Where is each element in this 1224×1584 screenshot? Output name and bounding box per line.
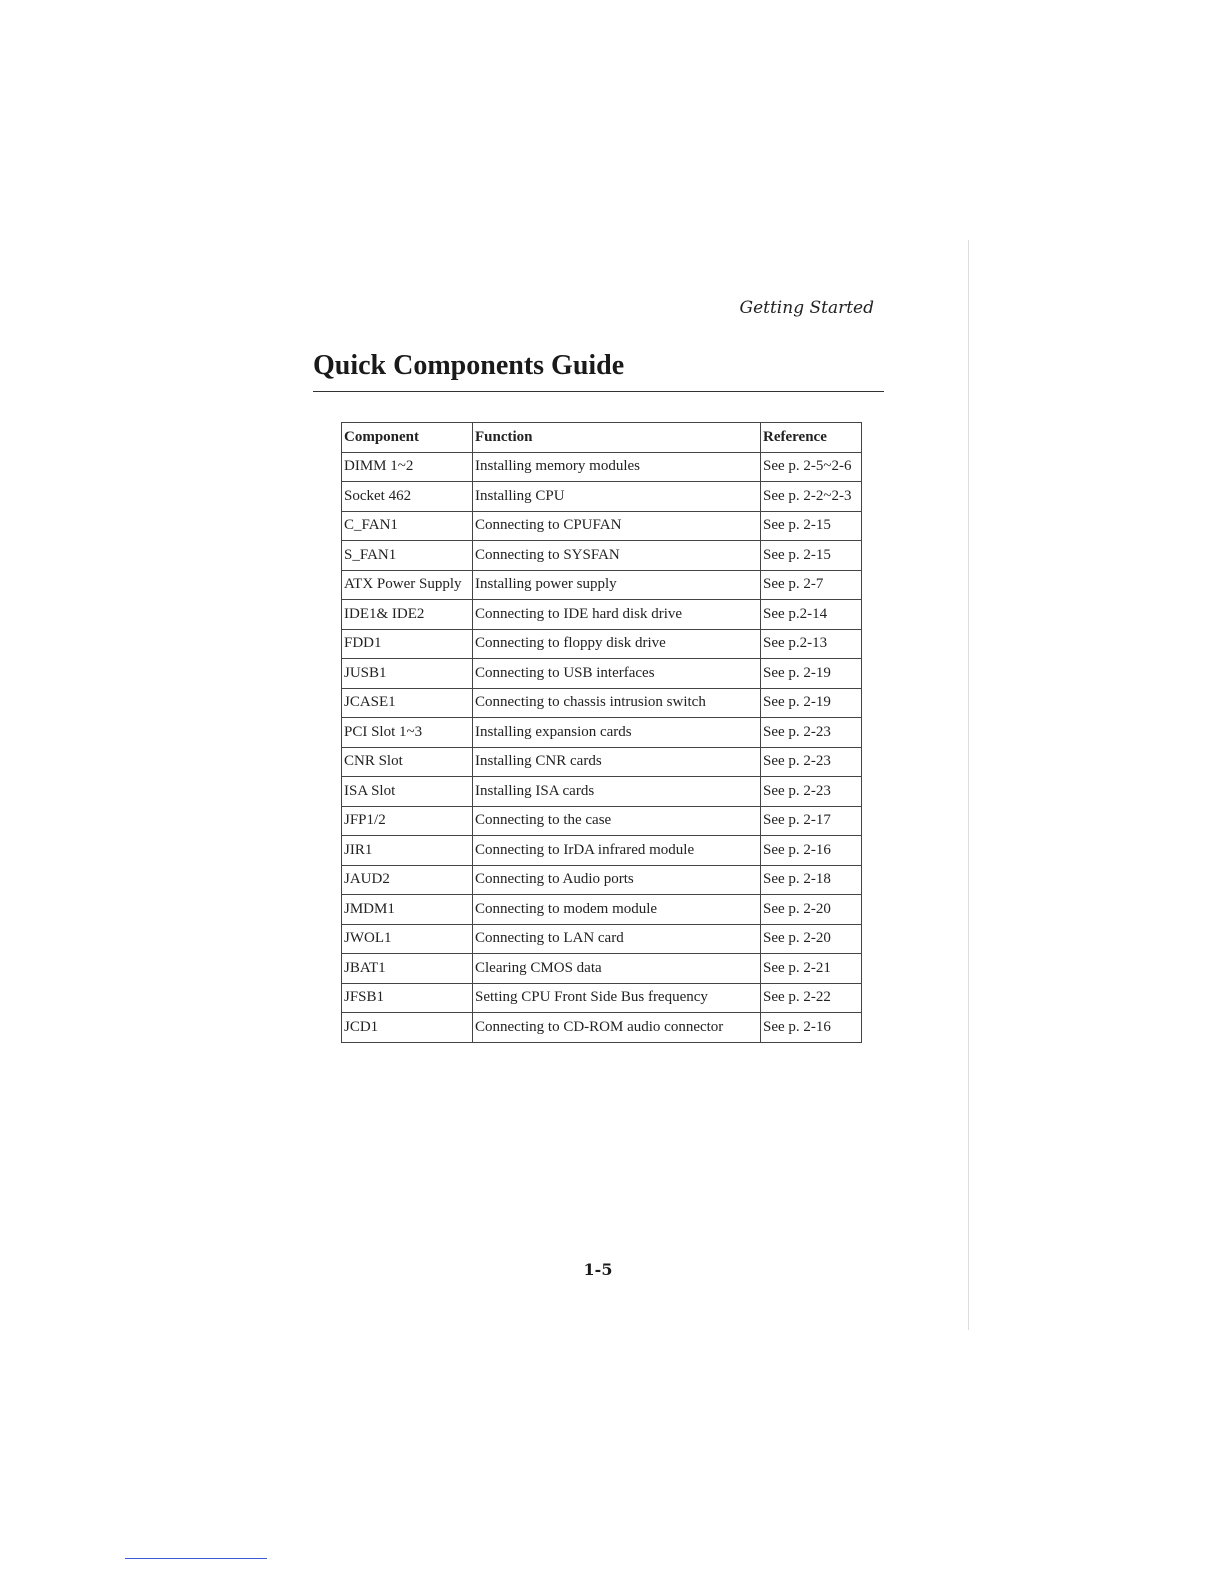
cell-component: JMDM1 — [342, 895, 473, 925]
cell-function: Connecting to LAN card — [473, 924, 761, 954]
cell-component: JBAT1 — [342, 954, 473, 984]
cell-component: Socket 462 — [342, 482, 473, 512]
cell-function: Connecting to chassis intrusion switch — [473, 688, 761, 718]
cell-reference: See p. 2-15 — [761, 541, 862, 571]
table-row — [342, 865, 862, 895]
table-row — [342, 688, 862, 718]
page-edge-line — [968, 240, 969, 1330]
table-row — [342, 511, 862, 541]
cell-component: JIR1 — [342, 836, 473, 866]
cell-function: Clearing CMOS data — [473, 954, 761, 984]
cell-function: Setting CPU Front Side Bus frequency — [473, 983, 761, 1013]
cell-function: Connecting to IDE hard disk drive — [473, 600, 761, 630]
cell-reference: See p. 2-17 — [761, 806, 862, 836]
cell-component: FDD1 — [342, 629, 473, 659]
cell-reference: See p. 2-7 — [761, 570, 862, 600]
table-row — [342, 747, 862, 777]
table-row — [342, 718, 862, 748]
components-table — [341, 422, 862, 1043]
table-row — [342, 629, 862, 659]
cell-reference: See p. 2-16 — [761, 836, 862, 866]
bottom-rule — [125, 1558, 267, 1559]
cell-function: Connecting to modem module — [473, 895, 761, 925]
cell-reference: See p. 2-5~2-6 — [761, 452, 862, 482]
header-function: Function — [473, 423, 761, 453]
cell-reference: See p. 2-20 — [761, 924, 862, 954]
cell-component: JAUD2 — [342, 865, 473, 895]
cell-component: JFP1/2 — [342, 806, 473, 836]
table-row — [342, 452, 862, 482]
table-row — [342, 541, 862, 571]
cell-reference: See p. 2-23 — [761, 777, 862, 807]
running-header: Getting Started — [739, 298, 874, 318]
cell-component: IDE1& IDE2 — [342, 600, 473, 630]
cell-function: Connecting to Audio ports — [473, 865, 761, 895]
cell-function: Connecting to CD-ROM audio connector — [473, 1013, 761, 1043]
cell-reference: See p. 2-19 — [761, 659, 862, 689]
cell-function: Installing CPU — [473, 482, 761, 512]
cell-reference: See p. 2-18 — [761, 865, 862, 895]
cell-reference: See p. 2-16 — [761, 1013, 862, 1043]
cell-component: S_FAN1 — [342, 541, 473, 571]
table-row — [342, 836, 862, 866]
cell-reference: See p. 2-23 — [761, 747, 862, 777]
title-rule — [313, 391, 884, 392]
table-header — [342, 423, 862, 453]
cell-reference: See p. 2-2~2-3 — [761, 482, 862, 512]
page-title: Quick Components Guide — [313, 350, 625, 381]
cell-component: JFSB1 — [342, 983, 473, 1013]
cell-reference: See p. 2-20 — [761, 895, 862, 925]
table-row — [342, 895, 862, 925]
cell-component: PCI Slot 1~3 — [342, 718, 473, 748]
cell-component: CNR Slot — [342, 747, 473, 777]
table-row — [342, 806, 862, 836]
table-row — [342, 659, 862, 689]
cell-reference: See p. 2-15 — [761, 511, 862, 541]
cell-function: Installing expansion cards — [473, 718, 761, 748]
cell-component: ISA Slot — [342, 777, 473, 807]
cell-function: Installing CNR cards — [473, 747, 761, 777]
cell-function: Connecting to IrDA infrared module — [473, 836, 761, 866]
cell-component: ATX Power Supply — [342, 570, 473, 600]
cell-component: JWOL1 — [342, 924, 473, 954]
cell-function: Installing ISA cards — [473, 777, 761, 807]
cell-function: Connecting to USB interfaces — [473, 659, 761, 689]
cell-function: Connecting to CPUFAN — [473, 511, 761, 541]
cell-function: Connecting to the case — [473, 806, 761, 836]
table-row — [342, 954, 862, 984]
table-header-row — [342, 423, 862, 453]
header-component: Component — [342, 423, 473, 453]
table-row — [342, 983, 862, 1013]
cell-reference: See p. 2-23 — [761, 718, 862, 748]
table-row — [342, 777, 862, 807]
cell-component: C_FAN1 — [342, 511, 473, 541]
cell-reference: See p. 2-22 — [761, 983, 862, 1013]
table-row — [342, 924, 862, 954]
cell-function: Installing power supply — [473, 570, 761, 600]
cell-reference: See p. 2-21 — [761, 954, 862, 984]
table-row — [342, 600, 862, 630]
page-number: 1-5 — [583, 1260, 613, 1279]
cell-reference: See p.2-14 — [761, 600, 862, 630]
cell-function: Connecting to SYSFAN — [473, 541, 761, 571]
cell-function: Installing memory modules — [473, 452, 761, 482]
cell-reference: See p.2-13 — [761, 629, 862, 659]
cell-function: Connecting to floppy disk drive — [473, 629, 761, 659]
header-reference: Reference — [761, 423, 862, 453]
cell-component: JCASE1 — [342, 688, 473, 718]
cell-component: JUSB1 — [342, 659, 473, 689]
cell-reference: See p. 2-19 — [761, 688, 862, 718]
table-row — [342, 570, 862, 600]
cell-component: JCD1 — [342, 1013, 473, 1043]
table-row — [342, 1013, 862, 1043]
cell-component: DIMM 1~2 — [342, 452, 473, 482]
table-body — [342, 452, 862, 1042]
table-row — [342, 482, 862, 512]
